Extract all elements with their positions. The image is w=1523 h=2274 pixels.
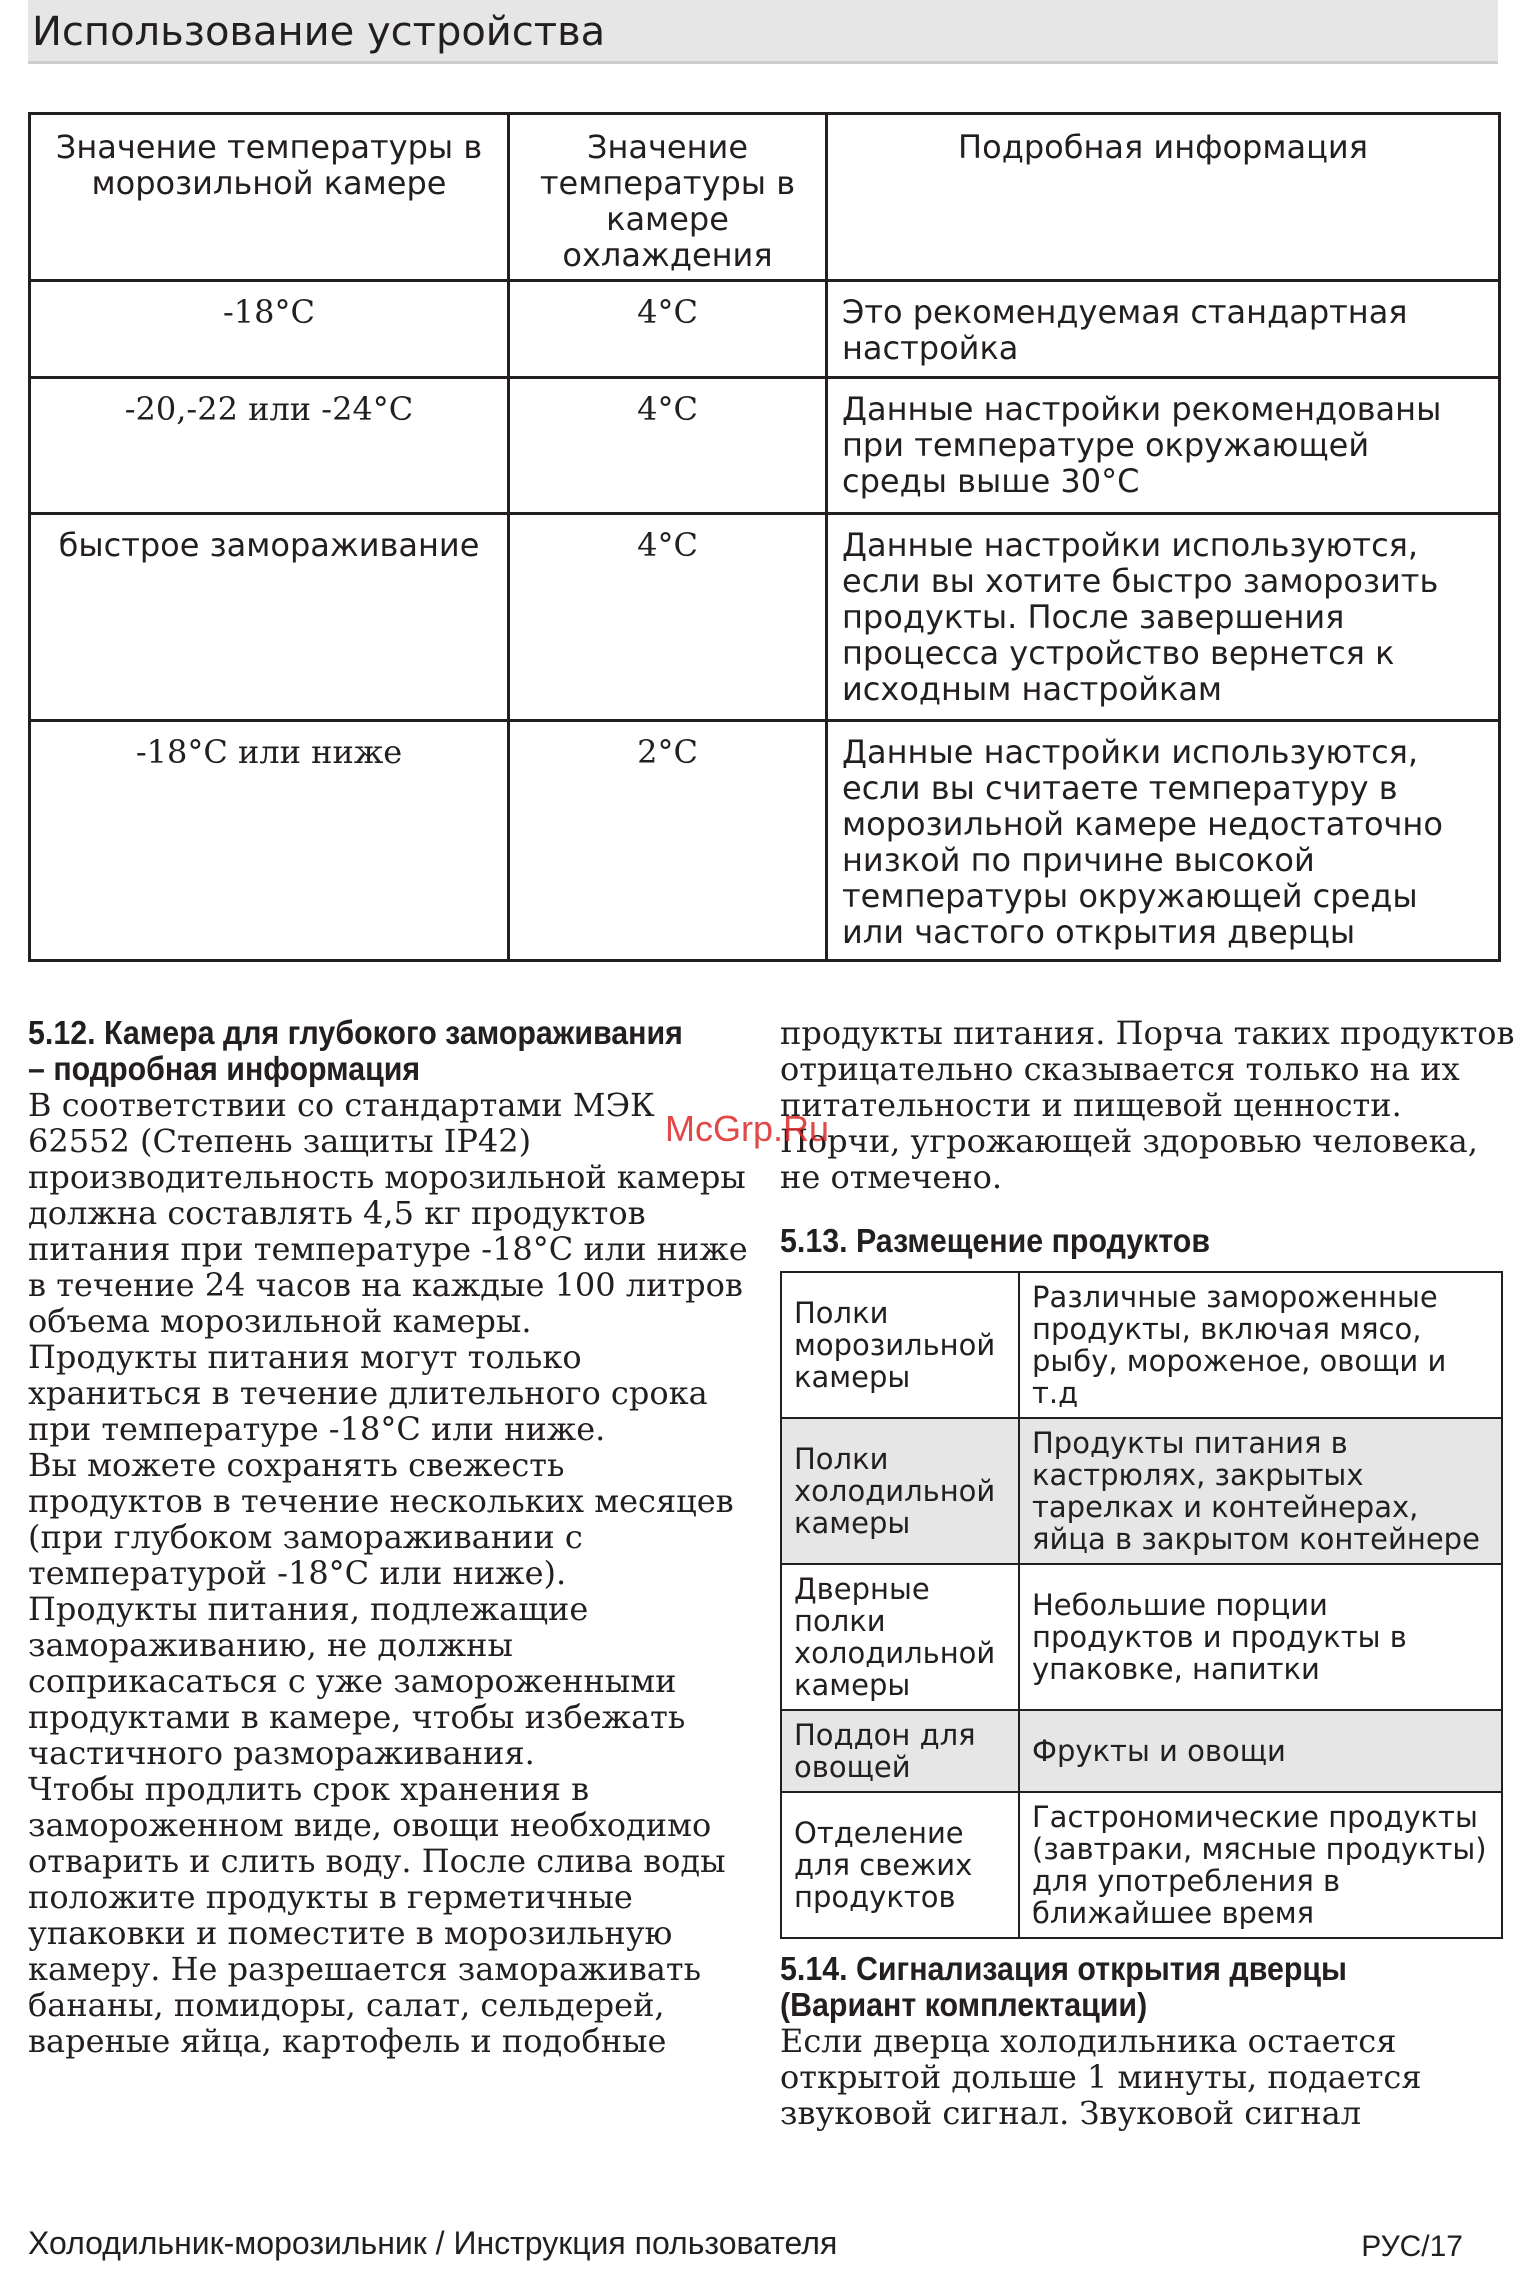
placement-location: Дверные полки холодильной камеры — [781, 1564, 1019, 1710]
placement-location: Полки холодильной камеры — [781, 1418, 1019, 1564]
footer-document-title: Холодильник-морозильник / Инструкция пользователя — [28, 2225, 838, 2261]
table-row — [781, 1792, 1502, 1938]
table-row — [781, 1418, 1502, 1564]
placement-items: Небольшие порции продуктов и продукты в упаковке, напитки — [1019, 1564, 1502, 1710]
fridge-value: 4°C — [509, 378, 827, 514]
freezer-value: -20,-22 или -24°C — [30, 378, 509, 514]
paragraph: Если дверца холодильника остается открытой дольше 1 минуты, подается звуковой сигнал. Звуковой сигнал — [780, 2022, 1422, 2132]
paragraph: Продукты питания могут только храниться в течение длительного срока при температуре -18°C или ниже. — [28, 1338, 708, 1448]
section-5-13-title: 5.13. Размещение продуктов — [780, 1222, 1210, 1259]
freezer-value: быстрое замораживание — [30, 514, 509, 721]
table-header-row — [30, 114, 1500, 281]
placement-items: Гастрономические продукты (завтраки, мясные продукты) для употребления в ближайшее время — [1019, 1792, 1502, 1938]
placement-items: Фрукты и овощи — [1019, 1710, 1502, 1792]
fridge-value: 4°C — [509, 514, 827, 721]
watermark: McGrp.Ru — [665, 1108, 830, 1149]
placement-items: Различные замороженные продукты, включая мясо, рыбу, мороженое, овощи и т.д — [1019, 1272, 1502, 1418]
paragraph: В соответствии со стандартами МЭК 62552 (Степень защиты IP42) производительность морозильной камеры должна составлять 4,5 кг продуктов питания при температуре -18°C или ниже в течение 24 часов на каждые 100 литров объема морозильной камеры. — [28, 1086, 748, 1340]
section-5-14-title: 5.14. Сигнализация открытия дверцы (Вариант комплектации) — [780, 1950, 1347, 2023]
table-row — [781, 1564, 1502, 1710]
temperature-settings-table — [28, 112, 1501, 962]
food-placement-table — [780, 1271, 1503, 1939]
details-value: Это рекомендуемая стандартная настройка — [827, 281, 1500, 378]
section-5-12-title: 5.12. Камера для глубокого замораживания – подробная информация — [28, 1014, 683, 1087]
table-row — [30, 281, 1500, 378]
table-row — [30, 514, 1500, 721]
placement-location: Поддон для овощей — [781, 1710, 1019, 1792]
page-header — [28, 0, 1498, 64]
freezer-value: -18°C — [30, 281, 509, 378]
fridge-value: 2°C — [509, 721, 827, 961]
paragraph: Чтобы продлить срок хранения в замороженном виде, овощи необходимо отварить и слить воду. После слива воды положите продукты в герметичные упаковки и поместите в морозильную камеру. Не разрешается замораживать бананы, помидоры, салат, сельдерей, вареные яйца, картофель и подобные — [28, 1770, 726, 2060]
details-value: Данные настройки используются, если вы считаете температуру в морозильной камере недостаточно низкой по причине высокой температуры окружающей среды или частого открытия дверцы — [827, 721, 1500, 961]
paragraph: Вы можете сохранять свежесть продуктов в течение нескольких месяцев (при глубоком замораживании с температурой -18°C или ниже). — [28, 1446, 734, 1592]
page-title: Использование устройства — [32, 9, 606, 55]
paragraph: Продукты питания, подлежащие замораживанию, не должны соприкасаться с уже замороженными продуктами в камере, чтобы избежать частичного размораживания. — [28, 1590, 686, 1772]
placement-location: Отделение для свежих продуктов — [781, 1792, 1019, 1938]
details-value: Данные настройки рекомендованы при температуре окружающей среды выше 30°C — [827, 378, 1500, 514]
details-value: Данные настройки используются, если вы хотите быстро заморозить продукты. После завершения процесса устройство вернется к исходным настройкам — [827, 514, 1500, 721]
table-row — [781, 1272, 1502, 1418]
placement-location: Полки морозильной камеры — [781, 1272, 1019, 1418]
paragraph: продукты питания. Порча таких продуктов отрицательно сказывается только на их питательности и пищевой ценности. Порчи, угрожающей здоровью человека, не отмечено. — [780, 1014, 1515, 1196]
freezer-value: -18°C или ниже — [30, 721, 509, 961]
table-row — [30, 721, 1500, 961]
header-details: Подробная информация — [827, 114, 1500, 281]
table-row — [781, 1710, 1502, 1792]
fridge-value: 4°C — [509, 281, 827, 378]
table-row — [30, 378, 1500, 514]
placement-items: Продукты питания в кастрюлях, закрытых тарелках и контейнерах, яйца в закрытом контейнере — [1019, 1418, 1502, 1564]
footer-page-number: РУС/17 — [1361, 2230, 1463, 2263]
right-column — [780, 1015, 1520, 2131]
left-column — [28, 1015, 748, 2059]
header-freezer-temp: Значение температуры в морозильной камере — [30, 114, 509, 281]
header-fridge-temp: Значение температуры в камере охлаждения — [509, 114, 827, 281]
